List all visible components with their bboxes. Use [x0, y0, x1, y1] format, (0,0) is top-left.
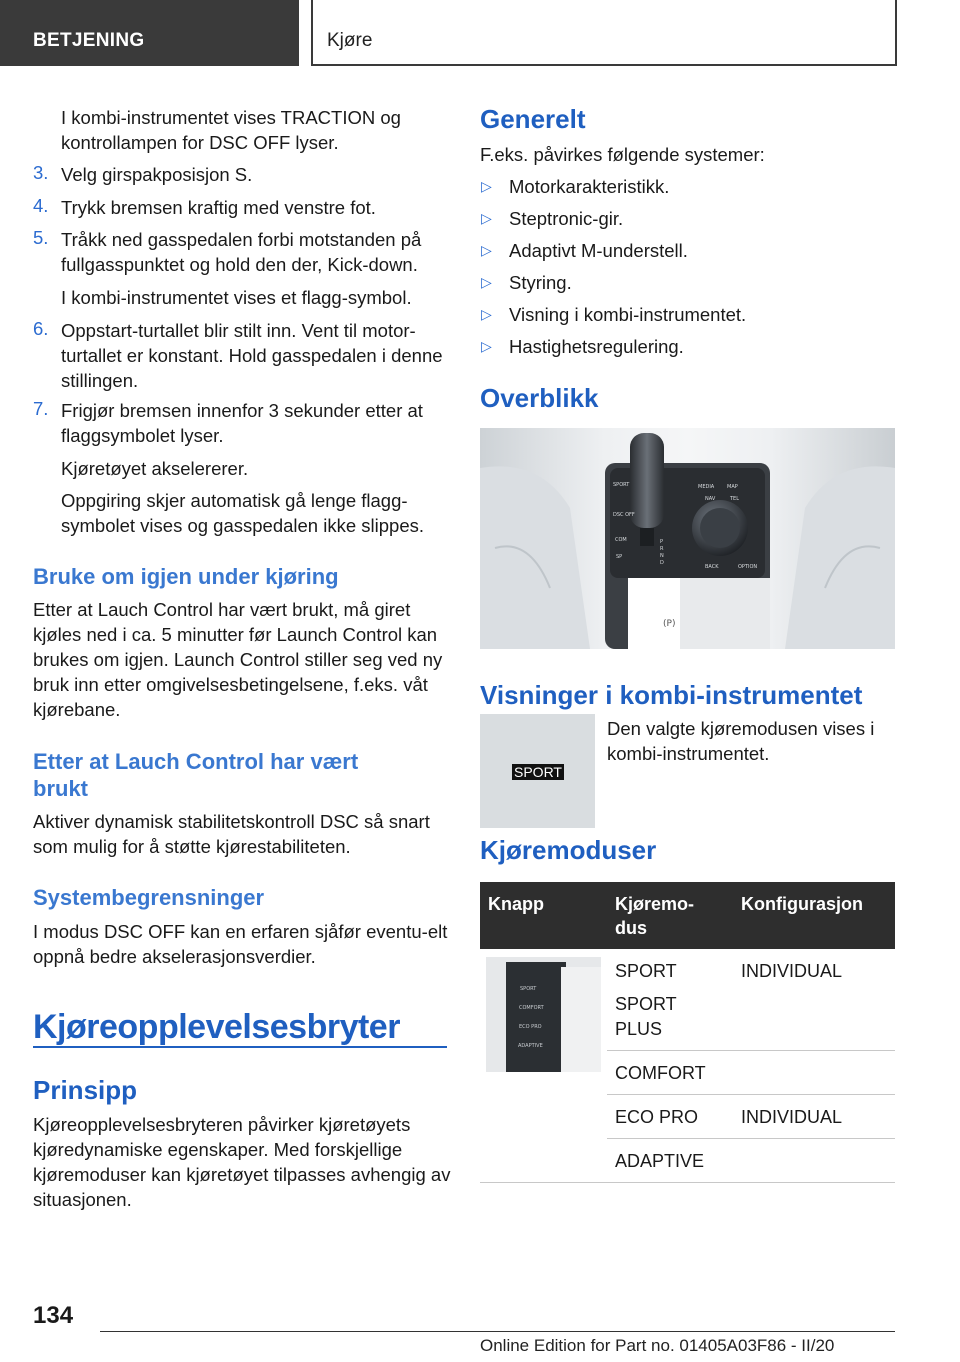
console-sport-label: SPORT — [613, 482, 630, 488]
table-row — [480, 949, 895, 1051]
triangle-bullet-icon: ▷ — [481, 274, 492, 290]
console-map-label: MAP — [727, 484, 738, 490]
section-heading: Kjøreopplevelsesbryter — [33, 1008, 400, 1046]
edition-text: Online Edition for Part no. 01405A03F86 - II/20 — [480, 1336, 835, 1355]
footer-rule — [100, 1331, 895, 1332]
col-header-button: Knapp — [480, 882, 607, 949]
mode-cell: ADAPTIVE — [607, 1139, 733, 1183]
sport-mode-badge: SPORT — [514, 764, 562, 780]
step-number: 3. — [33, 162, 49, 183]
step-text: Frigjør bremsen innenfor 3 sekunder etter at flaggsymbolet lyser. — [61, 400, 423, 446]
step-number: 5. — [33, 227, 49, 248]
console-sp-label: SP — [616, 554, 623, 560]
mode-sport: SPORT — [615, 961, 677, 981]
console-back-label: BACK — [705, 564, 719, 570]
switch-image-cell — [480, 949, 607, 1183]
step-text: Velg girspakposisjon S. — [61, 164, 253, 185]
console-media-label: MEDIA — [698, 484, 715, 490]
modes-heading: Kjøremoduser — [480, 835, 657, 865]
triangle-bullet-icon: ▷ — [481, 210, 492, 226]
principle-heading: Prinsipp — [33, 1075, 138, 1105]
col-header-config: Konfigurasjon — [733, 882, 895, 949]
console-dsc-label: DSC OFF — [613, 512, 635, 518]
col-header-mode: Kjøremo-dus — [607, 882, 733, 949]
config-cell: INDIVIDUAL — [733, 1095, 895, 1139]
bullet-text: Steptronic-gir. — [509, 208, 624, 229]
after-heading: Etter at Lauch Control har vært brukt — [33, 749, 359, 801]
section-title: BETJENING — [33, 30, 145, 51]
gear-d-label: D — [660, 560, 664, 566]
page-number: 134 — [33, 1302, 74, 1329]
switch-ecopro-label: ECO PRO — [519, 1024, 542, 1030]
step-text: Oppstart-turtallet blir stilt inn. Vent til motor-turtallet er konstant. Hold gasspedalen i denne stillingen. — [61, 320, 443, 391]
chapter-tab — [311, 0, 897, 66]
step-number: 7. — [33, 398, 49, 419]
switch-sport-label: SPORT — [520, 986, 537, 992]
section-tab — [0, 0, 299, 66]
general-heading: Generelt — [480, 104, 586, 134]
step-number: 6. — [33, 318, 49, 339]
bullet-text: Adaptivt M-understell. — [509, 240, 688, 261]
console-tel-label: TEL — [730, 496, 739, 502]
center-console-image — [480, 428, 895, 649]
config-cell: INDIVIDUAL — [733, 949, 895, 1051]
driving-modes-table — [480, 882, 895, 1183]
mode-switch-image — [486, 957, 601, 1072]
step-text: Kjøretøyet akselererer. — [61, 458, 249, 479]
step-text: Tråkk ned gasspedalen forbi motstanden på fullgasspunktet og hold den der, Kick-down. — [61, 229, 422, 275]
triangle-bullet-icon: ▷ — [481, 178, 492, 194]
gear-r-label: R — [660, 546, 664, 552]
gear-p-label: P — [660, 539, 664, 545]
reuse-heading: Bruke om igjen under kjøring — [33, 564, 339, 589]
principle-text: Kjøreopplevelsesbryteren påvirker kjøretøyets kjøredynamiske egenskaper. Med forskjellige kjøremoduser kan kjøretøyet tilpasses avhengig av situasjonen. — [33, 1114, 451, 1210]
switch-adaptive-label: ADAPTIVE — [518, 1043, 543, 1049]
table-header-row — [480, 882, 895, 949]
limits-text: I modus DSC OFF kan en erfaren sjåfør eventu-elt oppnå bedre akselerasjonsverdier. — [33, 921, 448, 967]
step-number: 4. — [33, 195, 49, 216]
triangle-bullet-icon: ▷ — [481, 306, 492, 322]
after-text: Aktiver dynamisk stabilitetskontroll DSC så snart som mulig for å støtte kjørestabiliteten. — [33, 811, 430, 857]
display-text: Den valgte kjøremodusen vises i kombi-instrumentet. — [607, 718, 875, 764]
reuse-text: Etter at Lauch Control har vært brukt, må giret kjøles ned i ca. 5 minutter før Launch Control kan brukes om igjen. Launch Control stiller seg ved ny bruk inn etter omgivelsesbetingelsene, f.eks. våt kjørebane. — [33, 599, 443, 720]
mode-sport-plus: SPORT PLUS — [615, 994, 677, 1039]
step-text: I kombi-instrumentet vises et flagg-symbol. — [61, 287, 412, 308]
intro-text: I kombi-instrumentet vises TRACTION og kontrollampen for DSC OFF lyser. — [61, 107, 401, 153]
console-option-label: OPTION — [738, 564, 758, 570]
display-heading: Visninger i kombi-instrumentet — [480, 680, 863, 710]
switch-comfort-label: COMFORT — [519, 1005, 544, 1011]
config-cell — [733, 1139, 895, 1183]
mode-cell: ECO PRO — [607, 1095, 733, 1139]
step-text: Trykk bremsen kraftig med venstre fot. — [61, 197, 376, 218]
overview-heading: Overblikk — [480, 383, 599, 413]
triangle-bullet-icon: ▷ — [481, 338, 492, 354]
triangle-bullet-icon: ▷ — [481, 242, 492, 258]
bullet-text: Motorkarakteristikk. — [509, 176, 670, 197]
console-comfort-label: COM — [615, 537, 627, 543]
limits-heading: Systembegrensninger — [33, 885, 265, 910]
bullet-text: Styring. — [509, 272, 572, 293]
bullet-text: Hastighetsregulering. — [509, 336, 684, 357]
mode-cell: COMFORT — [607, 1051, 733, 1095]
heading-rule — [33, 1046, 447, 1048]
console-nav-label: NAV — [705, 496, 716, 502]
gear-n-label: N — [660, 553, 664, 559]
cluster-display-image — [480, 714, 595, 828]
general-intro: F.eks. påvirkes følgende systemer: — [480, 144, 765, 165]
mode-cell — [607, 949, 733, 1051]
chapter-title: Kjøre — [327, 30, 373, 51]
step-text: Oppgiring skjer automatisk gå lenge flagg-symbolet vises og gasspedalen ikke slippes. — [61, 490, 424, 536]
bullet-text: Visning i kombi-instrumentet. — [509, 304, 747, 325]
parking-brake-icon: (P) — [663, 619, 676, 629]
config-cell — [733, 1051, 895, 1095]
